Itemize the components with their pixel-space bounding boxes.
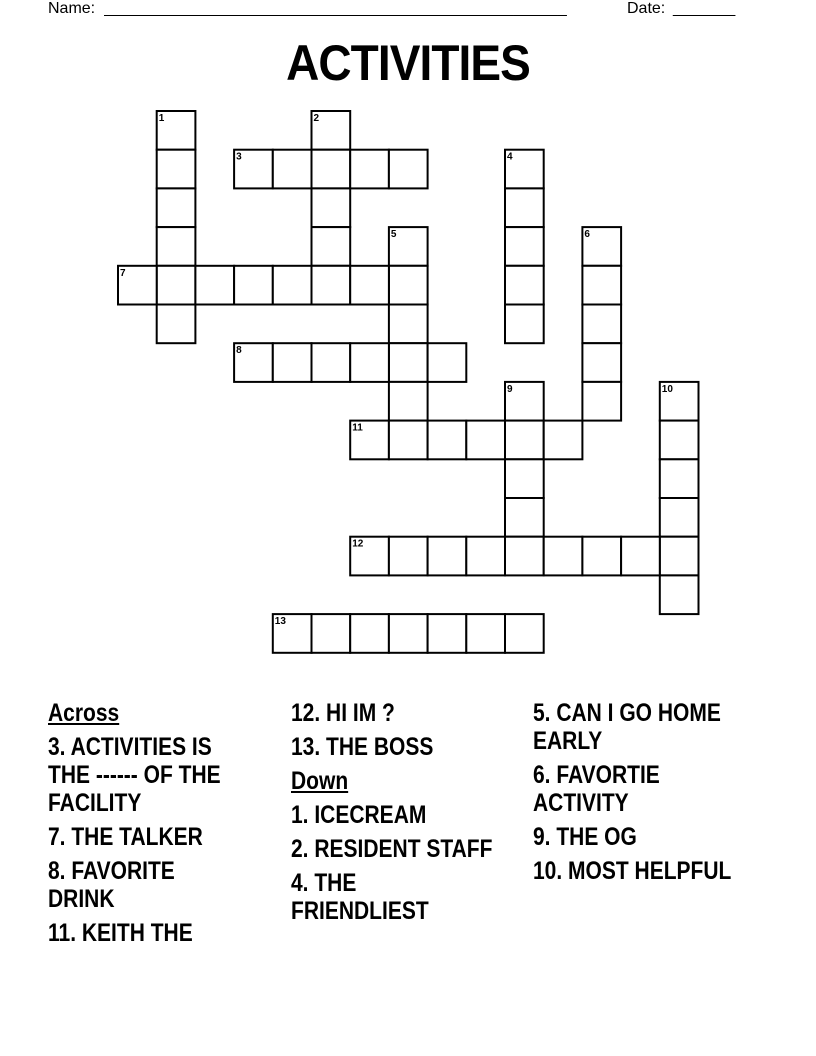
page-title: ACTIVITIES — [286, 35, 530, 91]
grid-cell[interactable] — [157, 266, 196, 305]
clue-text: 3. ACTIVITIES IS THE ------ OF THE FACILITY — [48, 733, 221, 817]
date-line[interactable]: _______ — [673, 0, 736, 17]
grid-cell[interactable] — [350, 614, 389, 653]
grid-cell[interactable] — [505, 421, 544, 460]
grid-cell[interactable] — [389, 382, 428, 421]
clue-number: 4 — [507, 151, 513, 163]
grid-cell[interactable] — [466, 421, 505, 460]
clue-text: 10. MOST HELPFUL — [533, 857, 732, 885]
grid-cell[interactable] — [428, 421, 467, 460]
clue-number: 6 — [584, 229, 590, 241]
clues-column-2 — [291, 699, 499, 931]
grid-cell[interactable] — [312, 343, 351, 382]
grid-cell[interactable] — [505, 188, 544, 227]
grid-cell[interactable] — [350, 266, 389, 305]
grid-cell[interactable] — [389, 614, 428, 653]
clue-text: 11. KEITH THE — [48, 919, 193, 947]
clue-text: 2. RESIDENT STAFF — [291, 835, 493, 863]
clue-number: 12 — [352, 538, 364, 550]
clue-text: 5. CAN I GO HOME EARLY — [533, 699, 721, 755]
grid-cell[interactable] — [350, 150, 389, 189]
clue-heading: Down — [291, 767, 349, 795]
grid-cell[interactable] — [582, 537, 621, 576]
grid-cell[interactable] — [428, 343, 467, 382]
clue-number: 11 — [352, 422, 363, 434]
grid-cell[interactable] — [505, 498, 544, 537]
clue-text: 6. FAVORTIE ACTIVITY — [533, 761, 660, 817]
name-label: Name: — [48, 0, 96, 17]
clue-number: 3 — [236, 151, 242, 163]
grid-cell[interactable] — [660, 575, 699, 614]
grid-cell[interactable] — [312, 227, 351, 266]
grid-cell[interactable] — [389, 305, 428, 344]
grid-cell[interactable] — [505, 266, 544, 305]
grid-cell[interactable] — [273, 343, 312, 382]
grid-cell[interactable] — [312, 188, 351, 227]
clue-number: 5 — [390, 229, 397, 241]
clues-column-3 — [533, 699, 743, 891]
grid-cell[interactable] — [157, 227, 196, 266]
grid-cell[interactable] — [660, 421, 699, 460]
grid-cell[interactable] — [582, 382, 621, 421]
clue-number: 9 — [507, 383, 513, 395]
grid-cell[interactable] — [544, 421, 583, 460]
grid-cell[interactable] — [389, 150, 428, 189]
clue-text: 13. THE BOSS — [291, 733, 434, 761]
clue-number: 7 — [120, 267, 126, 279]
grid-cell[interactable] — [660, 459, 699, 498]
clue-text: 1. ICECREAM — [291, 801, 427, 829]
name-line[interactable]: ____________________________________________________ — [104, 0, 567, 17]
grid-cell[interactable] — [350, 343, 389, 382]
grid-cell[interactable] — [582, 266, 621, 305]
grid-cell[interactable] — [157, 188, 196, 227]
grid-cell[interactable] — [389, 343, 428, 382]
grid-cell[interactable] — [466, 537, 505, 576]
clue-number: 8 — [236, 345, 242, 357]
grid-cell[interactable] — [428, 537, 467, 576]
grid-cell[interactable] — [505, 459, 544, 498]
grid-cell[interactable] — [312, 150, 351, 189]
clue-text: 9. THE OG — [533, 823, 637, 851]
grid-cell[interactable] — [582, 343, 621, 382]
clue-heading: Across — [48, 699, 120, 727]
grid-cell[interactable] — [505, 305, 544, 344]
clue-number: 10 — [661, 383, 673, 395]
clue-text: 8. FAVORITE DRINK — [48, 857, 175, 913]
grid-cell[interactable] — [157, 150, 196, 189]
grid-cell[interactable] — [505, 227, 544, 266]
clue-number: 1 — [158, 113, 165, 124]
grid-cell[interactable] — [505, 537, 544, 576]
grid-cell[interactable] — [312, 614, 351, 653]
grid-cell[interactable] — [660, 498, 699, 537]
grid-cell[interactable] — [312, 266, 351, 305]
grid-cell[interactable] — [660, 537, 699, 576]
clue-text: 4. THE FRIENDLIEST — [291, 869, 429, 925]
clue-number: 2 — [313, 113, 320, 124]
grid-cell[interactable] — [544, 537, 583, 576]
grid-cell[interactable] — [428, 614, 467, 653]
grid-cell[interactable] — [466, 614, 505, 653]
grid-cell[interactable] — [389, 266, 428, 305]
grid-cell[interactable] — [273, 266, 312, 305]
grid-cell[interactable] — [273, 150, 312, 189]
grid-cell[interactable] — [389, 537, 428, 576]
grid-cell[interactable] — [505, 614, 544, 653]
clue-text: 12. HI IM ? — [291, 699, 395, 727]
grid-cell[interactable] — [234, 266, 273, 305]
grid-cell[interactable] — [389, 421, 428, 460]
grid-cell[interactable] — [621, 537, 660, 576]
date-label: Date: — [627, 0, 666, 17]
grid-cell[interactable] — [157, 305, 196, 344]
grid-cell[interactable] — [195, 266, 234, 305]
clue-text: 7. THE TALKER — [48, 823, 203, 851]
clue-number: 13 — [274, 616, 286, 628]
clues-column-1 — [48, 699, 240, 953]
grid-cell[interactable] — [582, 305, 621, 344]
